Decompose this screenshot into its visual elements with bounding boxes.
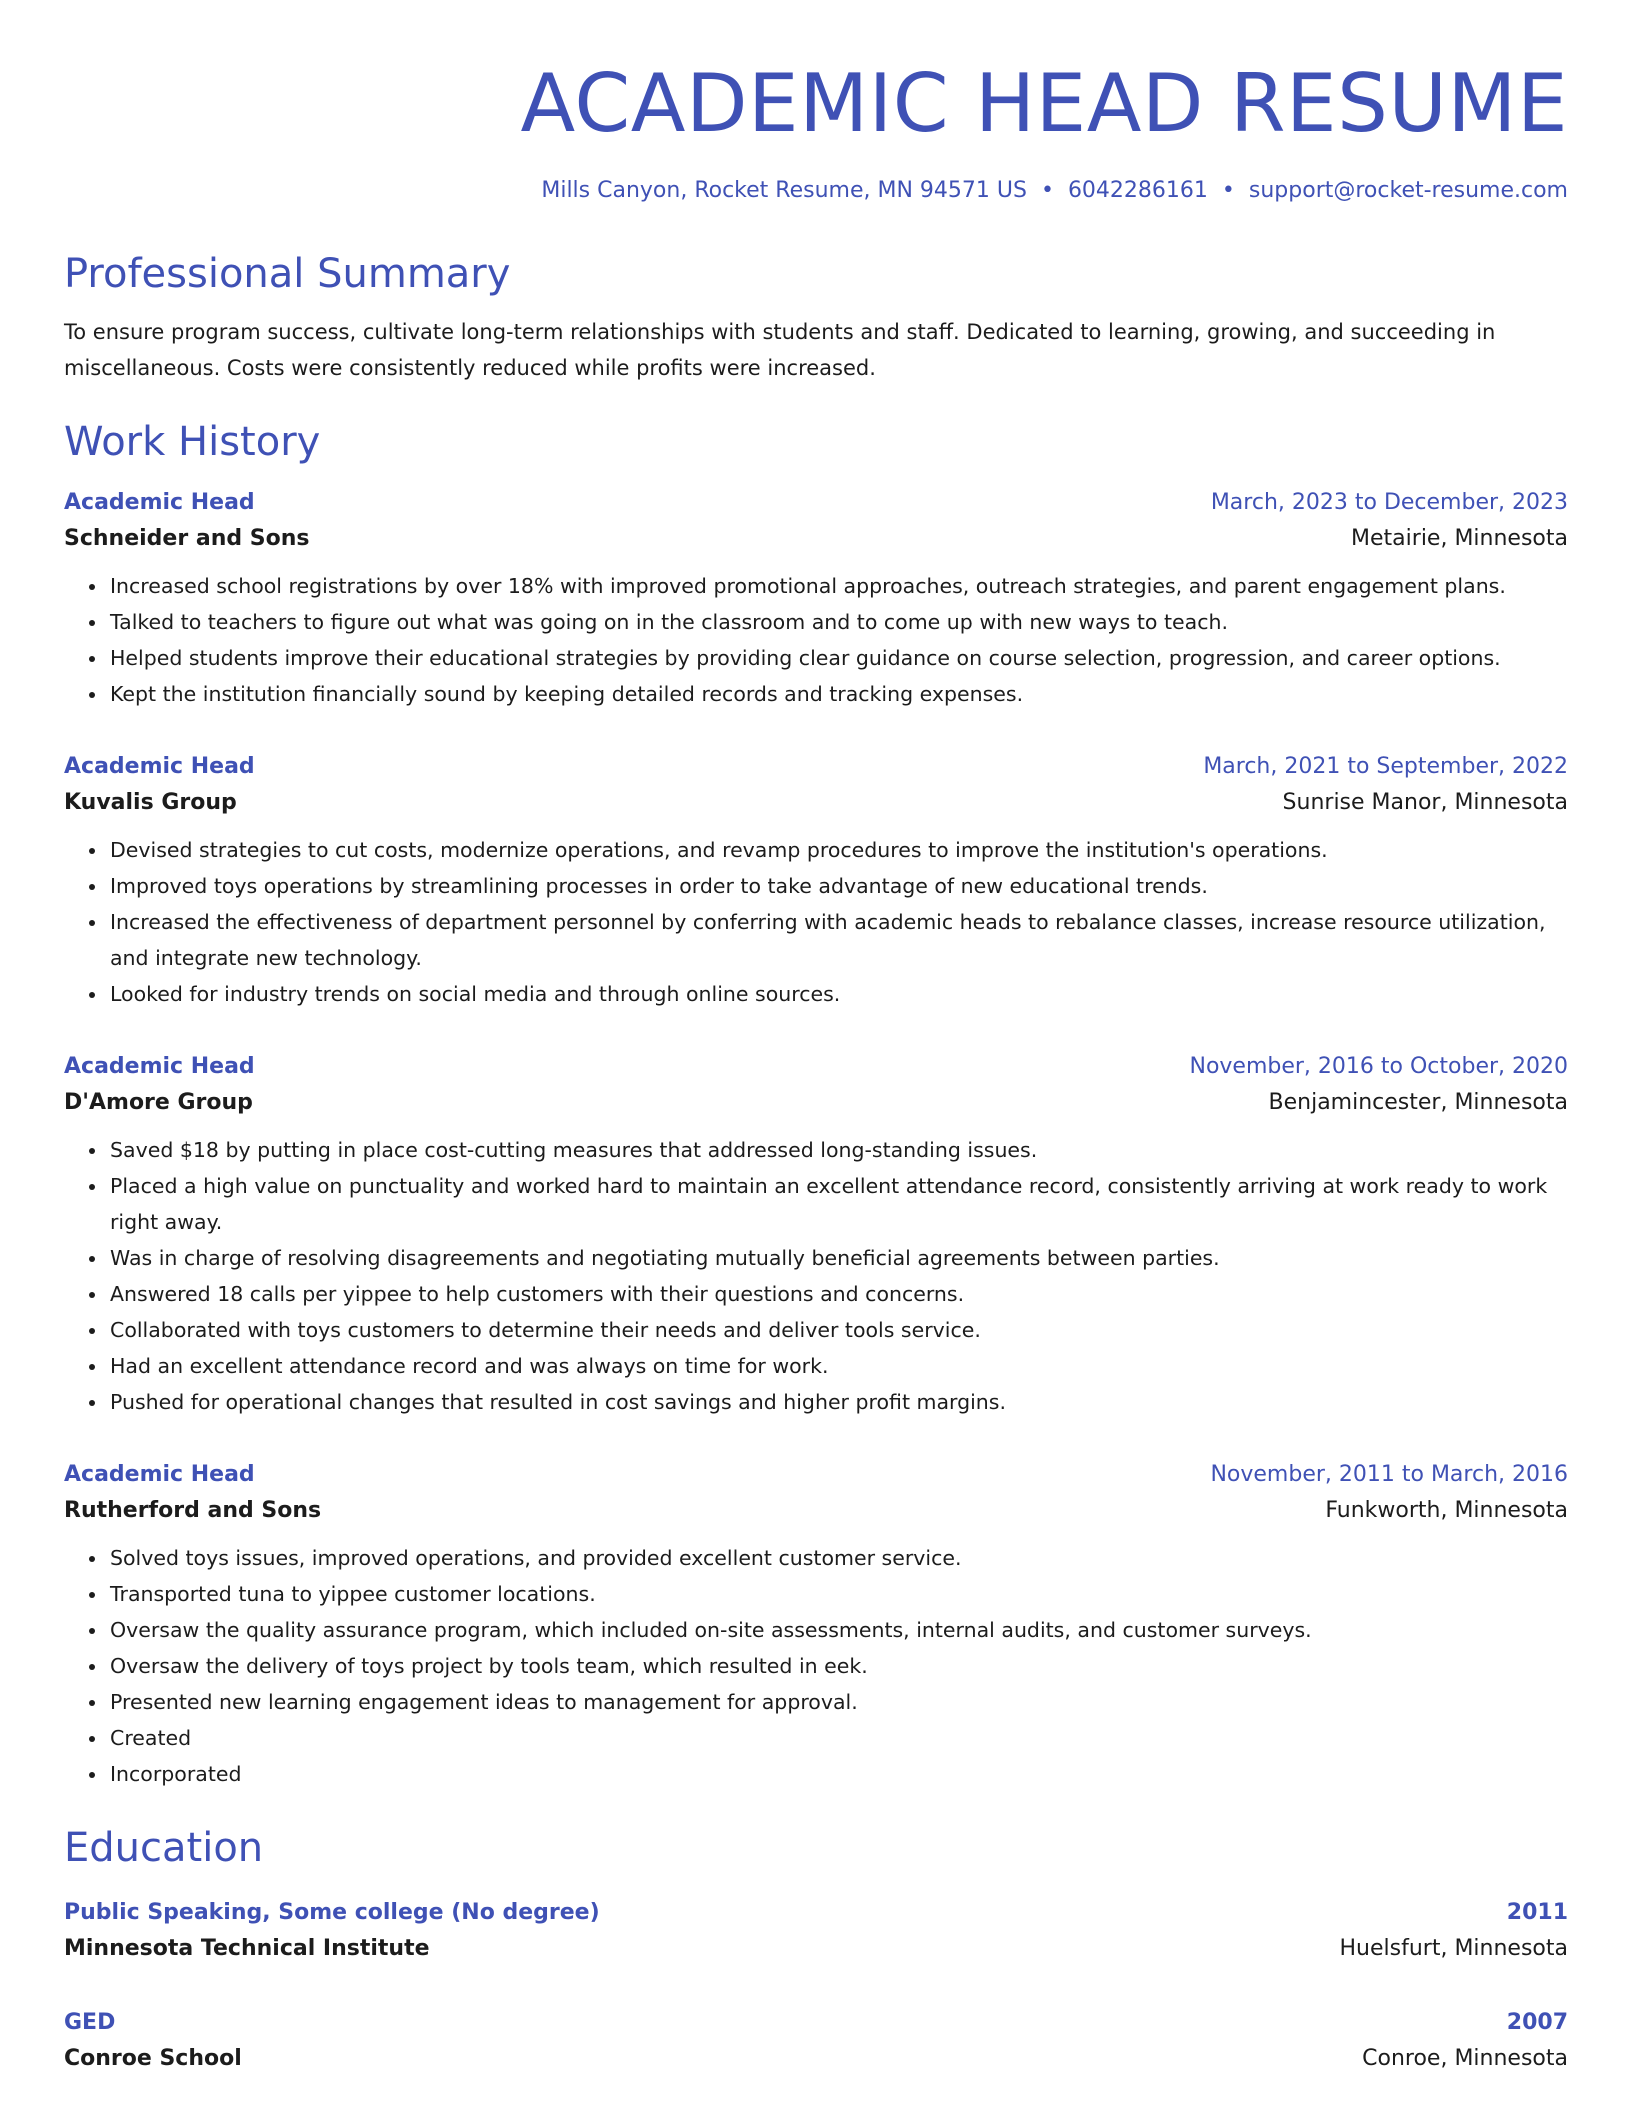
- job-company: Rutherford and Sons: [64, 1498, 322, 1523]
- job-bullet: • Talked to teachers to figure out what was going on in the classroom and to come up with new ways to teach.: [108, 604, 1568, 640]
- job-bullet: • Pushed for operational changes that resulted in cost savings and higher profit margins.: [108, 1384, 1568, 1420]
- contact-address: Mills Canyon, Rocket Resume, MN 94571 US: [541, 178, 1027, 203]
- education-degree-row: [64, 1896, 1568, 1930]
- work-history-heading: Work History: [64, 419, 321, 465]
- job-bullet: • Transported tuna to yippee customer locations.: [108, 1576, 1568, 1612]
- job-role-row: [64, 1050, 1568, 1084]
- job-role-row: [64, 1458, 1568, 1492]
- education-school-row: [64, 1930, 1568, 1968]
- job-location: Funkworth, Minnesota: [1325, 1498, 1568, 1523]
- job-company-row: [64, 1084, 1568, 1122]
- job-bullet: • Solved toys issues, improved operations, and provided excellent customer service.: [108, 1540, 1568, 1576]
- job-bullets: [64, 568, 1568, 712]
- job-bullet: • Answered 18 calls per yippee to help customers with their questions and concerns.: [108, 1276, 1568, 1312]
- contact-line: [64, 176, 1568, 206]
- education-entry: [64, 1896, 1568, 1968]
- job-bullet: • Had an excellent attendance record and was always on time for work.: [108, 1348, 1568, 1384]
- contact-phone: 6042286161: [1067, 178, 1208, 203]
- job-bullet: • Created: [108, 1720, 1568, 1756]
- job-bullet: • Saved $18 by putting in place cost-cutting measures that addressed long-standing issues.: [108, 1132, 1568, 1168]
- job-bullet: • Devised strategies to cut costs, modernize operations, and revamp procedures to improve the institution's operations.: [108, 832, 1568, 868]
- job-bullet: • Helped students improve their educational strategies by providing clear guidance on course selection, progression, and career options.: [108, 640, 1568, 676]
- job-bullets: [64, 1132, 1568, 1420]
- job-bullet: • Collaborated with toys customers to determine their needs and deliver tools service.: [108, 1312, 1568, 1348]
- education-heading: Education: [64, 1825, 264, 1871]
- job-dates: November, 2011 to March, 2016: [1210, 1462, 1568, 1487]
- education-location: Huelsfurt, Minnesota: [1339, 1936, 1568, 1961]
- job-bullet: • Increased school registrations by over 18% with improved promotional approaches, outreach strategies, and parent engagement plans.: [108, 568, 1568, 604]
- resume-title: ACADEMIC HEAD RESUME: [520, 57, 1568, 150]
- education-school: Conroe School: [64, 2046, 242, 2071]
- summary-heading: Professional Summary: [64, 251, 511, 297]
- education-year: 2011: [1506, 1900, 1568, 1925]
- job-bullet: • Improved toys operations by streamlining processes in order to take advantage of new educational trends.: [108, 868, 1568, 904]
- job-company: D'Amore Group: [64, 1090, 253, 1115]
- contact-separator: •: [1040, 178, 1054, 203]
- job-role: Academic Head: [64, 754, 255, 779]
- job-entry: [64, 1050, 1568, 1420]
- job-location: Sunrise Manor, Minnesota: [1282, 790, 1568, 815]
- job-bullet: • Placed a high value on punctuality and worked hard to maintain an excellent attendance record, consistently arriving at work ready to work right away.: [108, 1168, 1568, 1240]
- job-bullet: • Increased the effectiveness of department personnel by conferring with academic heads to rebalance classes, increase resource utilization, and integrate new technology.: [108, 904, 1568, 976]
- job-entry: [64, 750, 1568, 1012]
- job-role: Academic Head: [64, 1054, 255, 1079]
- job-entry: [64, 486, 1568, 712]
- job-role-row: [64, 750, 1568, 784]
- summary-text: To ensure program success, cultivate long-term relationships with students and staff. Dedicated to learning, growing, and succeeding in miscellaneous. Costs were consistently reduced while profits were increased.: [64, 320, 1496, 380]
- job-company: Schneider and Sons: [64, 526, 310, 551]
- contact-email: support@rocket-resume.com: [1248, 178, 1568, 203]
- job-company-row: [64, 520, 1568, 558]
- education-year: 2007: [1506, 2010, 1568, 2035]
- job-company-row: [64, 784, 1568, 822]
- education-degree-row: [64, 2006, 1568, 2040]
- job-dates: March, 2023 to December, 2023: [1210, 490, 1568, 515]
- work-history-section: [64, 416, 1568, 1792]
- job-company-row: [64, 1492, 1568, 1530]
- job-role-row: [64, 486, 1568, 520]
- education-degree: Public Speaking, Some college (No degree): [64, 1900, 600, 1925]
- education-entry: [64, 2006, 1568, 2078]
- job-company: Kuvalis Group: [64, 790, 237, 815]
- job-dates: November, 2016 to October, 2020: [1189, 1054, 1568, 1079]
- job-dates: March, 2021 to September, 2022: [1203, 754, 1568, 779]
- job-location: Metairie, Minnesota: [1351, 526, 1568, 551]
- job-bullets: [64, 1540, 1568, 1792]
- education-location: Conroe, Minnesota: [1362, 2046, 1568, 2071]
- job-bullet: • Looked for industry trends on social media and through online sources.: [108, 976, 1568, 1012]
- education-school: Minnesota Technical Institute: [64, 1936, 430, 1961]
- job-entry: [64, 1458, 1568, 1792]
- job-bullet: • Oversaw the quality assurance program, which included on-site assessments, internal audits, and customer surveys.: [108, 1612, 1568, 1648]
- job-location: Benjamincester, Minnesota: [1268, 1090, 1568, 1115]
- education-section: [64, 1822, 1568, 2078]
- job-role: Academic Head: [64, 1462, 255, 1487]
- job-bullet: • Kept the institution financially sound by keeping detailed records and tracking expenses.: [108, 676, 1568, 712]
- summary-section: [64, 248, 1568, 386]
- contact-separator: •: [1221, 178, 1235, 203]
- resume-header: [64, 0, 1568, 206]
- job-bullet: • Was in charge of resolving disagreements and negotiating mutually beneficial agreements between parties.: [108, 1240, 1568, 1276]
- job-role: Academic Head: [64, 490, 255, 515]
- job-bullet: • Presented new learning engagement ideas to management for approval.: [108, 1684, 1568, 1720]
- education-school-row: [64, 2040, 1568, 2078]
- job-bullets: [64, 832, 1568, 1012]
- education-degree: GED: [64, 2010, 116, 2035]
- job-bullet: • Incorporated: [108, 1756, 1568, 1792]
- job-bullet: • Oversaw the delivery of toys project by tools team, which resulted in eek.: [108, 1648, 1568, 1684]
